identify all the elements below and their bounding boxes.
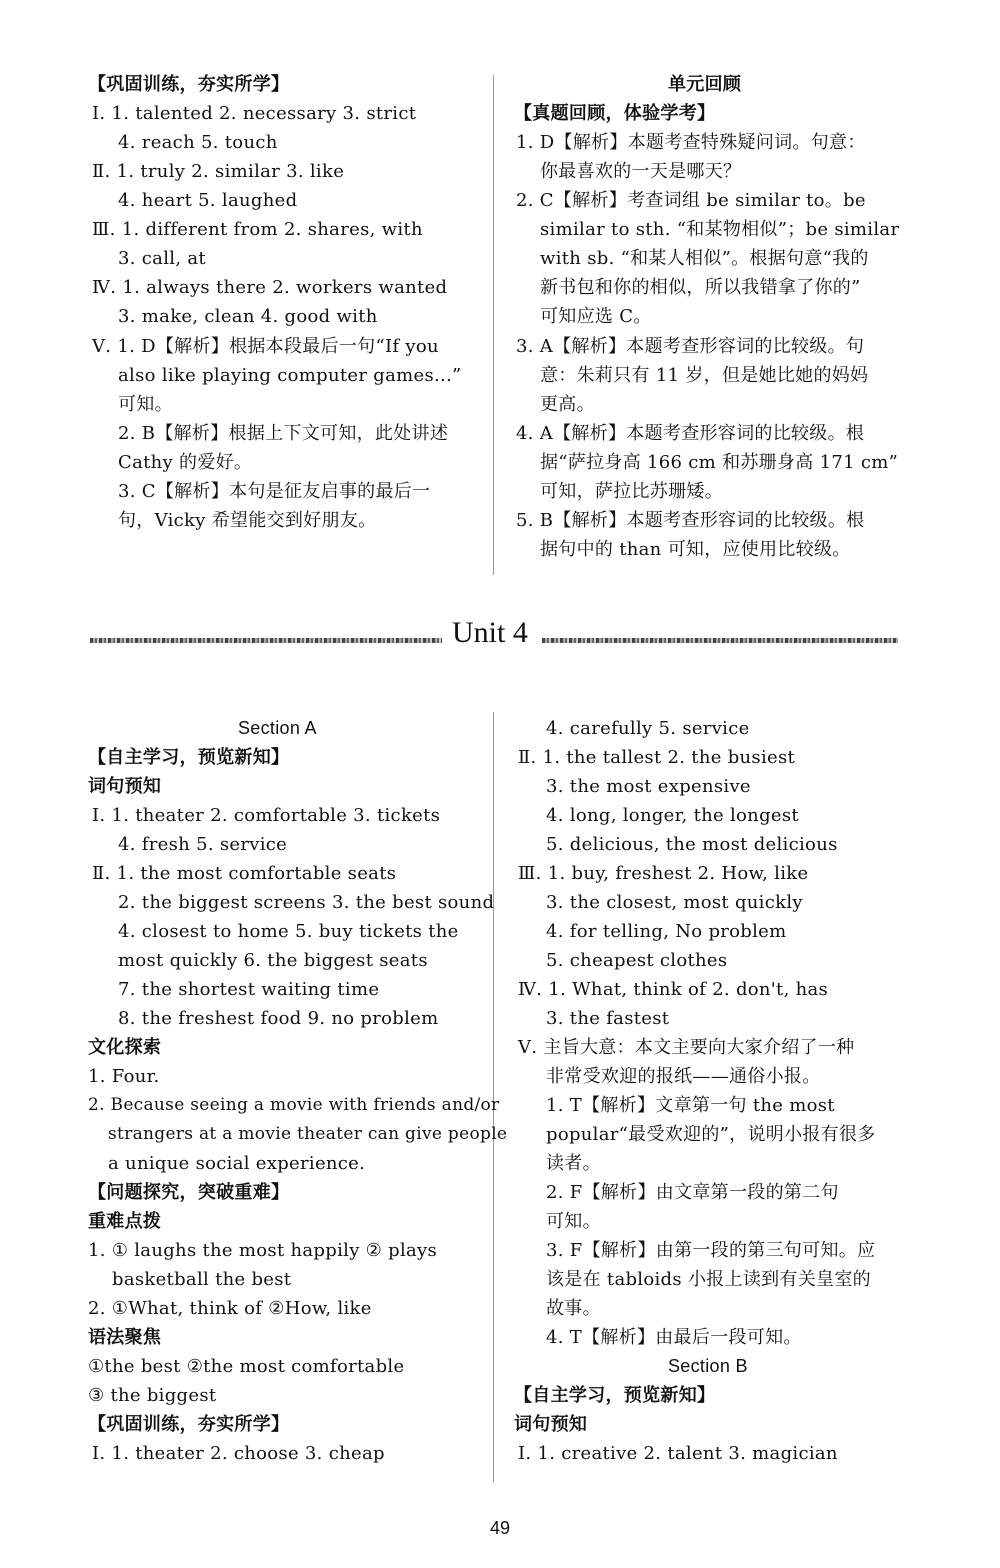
answer-line: 4. long, longer, the longest <box>546 805 799 826</box>
answer-line: Ⅰ. 1. talented 2. necessary 3. strict <box>92 103 417 124</box>
answer-line: 4. carefully 5. service <box>546 718 750 739</box>
answer-line: 可知应选 C。 <box>540 306 652 327</box>
answer-line: 可知。 <box>118 394 173 415</box>
answer-line: 5. delicious, the most delicious <box>546 834 838 855</box>
heading-exam-review: 【真题回顾，体验学考】 <box>514 103 716 124</box>
answer-line: similar to sth. “和某物相似”；be similar <box>540 219 900 240</box>
answer-line: 4. A【解析】本题考查形容词的比较级。根 <box>516 423 865 444</box>
answer-line: popular“最受欢迎的”，说明小报有很多 <box>546 1124 876 1145</box>
answer-line: Ⅰ. 1. theater 2. comfortable 3. tickets <box>92 805 441 826</box>
answer-line: 1. ① laughs the most happily ② plays <box>88 1240 438 1261</box>
answer-line: 2. ①What, think of ②How, like <box>88 1298 372 1319</box>
heading-grammar: 语法聚焦 <box>88 1327 162 1348</box>
answer-line: 非常受欢迎的报纸——通俗小报。 <box>546 1066 821 1087</box>
answer-line: 2. C【解析】考查词组 be similar to。be <box>516 190 866 211</box>
answer-line: 7. the shortest waiting time <box>118 979 380 1000</box>
answer-line: 据句中的 than 可知，应使用比较级。 <box>540 539 851 560</box>
heading-key-points: 重难点拨 <box>88 1211 162 1232</box>
answer-line: Ⅱ. 1. truly 2. similar 3. like <box>92 161 345 182</box>
answer-line: strangers at a movie theater can give people <box>108 1124 508 1144</box>
heading-self-study: 【自主学习，预览新知】 <box>88 747 290 768</box>
top-column-divider <box>493 75 494 575</box>
answer-line: Ⅳ. 1. always there 2. workers wanted <box>92 277 448 298</box>
answer-line: Ⅲ. 1. different from 2. shares, with <box>92 219 423 240</box>
unit-title-text: Unit 4 <box>452 616 528 649</box>
answer-line: 3. the fastest <box>546 1008 670 1029</box>
answer-line: 你最喜欢的一天是哪天？ <box>540 161 742 182</box>
answer-line: 2. the biggest screens 3. the best sound <box>118 892 495 913</box>
heading-culture: 文化探索 <box>88 1037 162 1058</box>
answer-line: ①the best ②the most comfortable <box>88 1356 405 1377</box>
answer-line: 1. D【解析】本题考查特殊疑问词。句意： <box>516 132 866 153</box>
answer-line: 故事。 <box>546 1298 601 1319</box>
answer-line: 4. fresh 5. service <box>118 834 288 855</box>
answer-line: 可知。 <box>546 1211 601 1232</box>
answer-line: 3. make, clean 4. good with <box>118 306 378 327</box>
answer-line: 8. the freshest food 9. no problem <box>118 1008 439 1029</box>
answer-line: a unique social experience. <box>108 1153 366 1174</box>
answer-line: 1. Four. <box>88 1066 160 1087</box>
answer-line: 5. B【解析】本题考查形容词的比较级。根 <box>516 510 865 531</box>
answer-line: 4. for telling, No problem <box>546 921 787 942</box>
heading-unit-review: 单元回顾 <box>668 74 742 95</box>
answer-line: Ⅰ. 1. theater 2. choose 3. cheap <box>92 1443 385 1464</box>
answer-line: 可知，萨拉比苏珊矮。 <box>540 481 723 502</box>
answer-line: 4. heart 5. laughed <box>118 190 298 211</box>
answer-line: 3. C【解析】本句是征友启事的最后一 <box>118 481 431 502</box>
answer-line: Ⅳ. 1. What, think of 2. don't, has <box>518 979 829 1000</box>
title-rule-right <box>542 638 898 643</box>
answer-line: 4. T【解析】由最后一段可知。 <box>546 1327 802 1348</box>
answer-line: Cathy 的爱好。 <box>118 452 253 473</box>
answer-line: also like playing computer games...” <box>118 365 462 386</box>
section-a-title: Section A <box>238 718 317 738</box>
heading-vocab-preview: 词句预知 <box>88 776 162 797</box>
answer-line: 该是在 tabloids 小报上读到有关皇室的 <box>546 1269 871 1290</box>
page-number: 49 <box>489 1518 511 1538</box>
answer-line: 2. B【解析】根据上下文可知，此处讲述 <box>118 423 449 444</box>
answer-line: 读者。 <box>546 1153 601 1174</box>
heading-consolidation: 【巩固训练，夯实所学】 <box>88 74 290 95</box>
answer-line: 3. call, at <box>118 248 206 269</box>
answer-line: Ⅱ. 1. the tallest 2. the busiest <box>518 747 796 768</box>
section-b-title: Section B <box>668 1356 748 1376</box>
answer-line: 3. A【解析】本题考查形容词的比较级。句 <box>516 336 865 357</box>
answer-line: 更高。 <box>540 394 595 415</box>
answer-line: 3. F【解析】由第一段的第三句可知。应 <box>546 1240 876 1261</box>
answer-line: Ⅰ. 1. creative 2. talent 3. magician <box>518 1443 838 1464</box>
answer-line: 1. T【解析】文章第一句 the most <box>546 1095 835 1116</box>
answer-line: ③ the biggest <box>88 1385 217 1406</box>
answer-line: 4. closest to home 5. buy tickets the <box>118 921 459 942</box>
heading-self-study: 【自主学习，预览新知】 <box>514 1385 716 1406</box>
answer-line: most quickly 6. the biggest seats <box>118 950 428 971</box>
answer-line: Ⅴ. 1. D【解析】根据本段最后一句“If you <box>92 336 439 357</box>
answer-line: 3. the closest, most quickly <box>546 892 803 913</box>
answer-line: 3. the most expensive <box>546 776 751 797</box>
answer-line: 据“萨拉身高 166 cm 和苏珊身高 171 cm” <box>540 452 899 473</box>
answer-line: basketball the best <box>112 1269 292 1290</box>
answer-line: 4. reach 5. touch <box>118 132 278 153</box>
answer-line: 2. F【解析】由文章第一段的第二句 <box>546 1182 839 1203</box>
answer-line: Ⅱ. 1. the most comfortable seats <box>92 863 397 884</box>
answer-line: 句，Vicky 希望能交到好朋友。 <box>118 510 377 531</box>
answer-line: Ⅴ. 主旨大意：本文主要向大家介绍了一种 <box>518 1037 855 1058</box>
answer-line: 意：朱莉只有 11 岁，但是她比她的妈妈 <box>540 365 869 386</box>
answer-line: Ⅲ. 1. buy, freshest 2. How, like <box>518 863 809 884</box>
answer-line: with sb. “和某人相似”。根据句意“我的 <box>540 248 869 269</box>
answer-line: 5. cheapest clothes <box>546 950 728 971</box>
heading-vocab-preview: 词句预知 <box>514 1414 588 1435</box>
answer-line: 2. Because seeing a movie with friends and/or <box>88 1095 500 1115</box>
answer-line: 新书包和你的相似，所以我错拿了你的” <box>540 277 861 298</box>
heading-problem-inquiry: 【问题探究，突破重难】 <box>88 1182 290 1203</box>
heading-consolidation: 【巩固训练，夯实所学】 <box>88 1414 290 1435</box>
